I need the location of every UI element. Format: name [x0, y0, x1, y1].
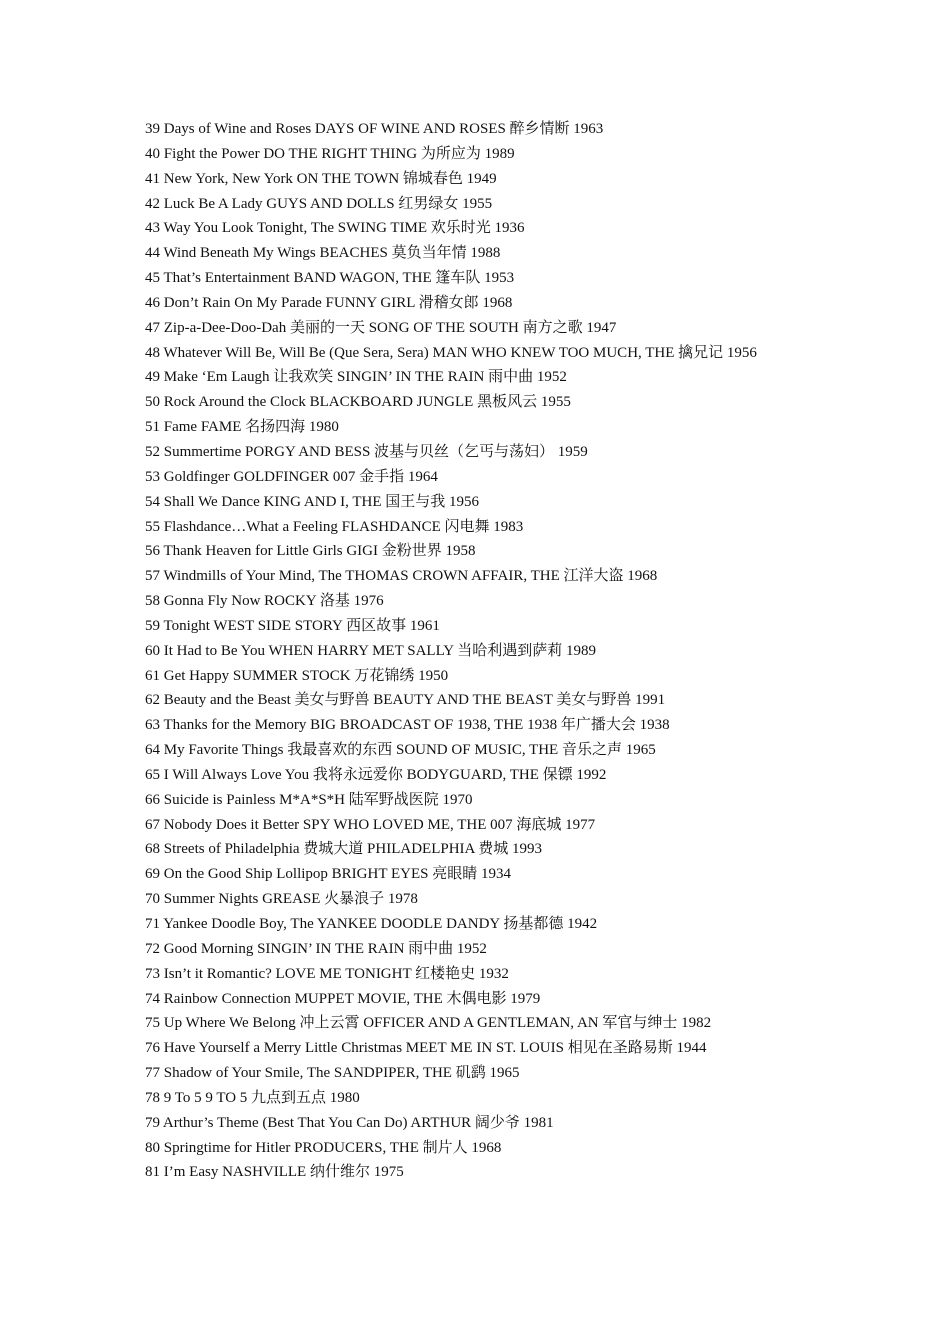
- song-entry: 81 I’m Easy NASHVILLE 纳什维尔 1975: [145, 1164, 404, 1181]
- song-entry: 79 Arthur’s Theme (Best That You Can Do) ARTHUR 阔少爷 1981: [145, 1114, 554, 1131]
- song-entry: 72 Good Morning SINGIN’ IN THE RAIN 雨中曲 1952: [145, 940, 487, 957]
- song-entry: 78 9 To 5 9 TO 5 九点到五点 1980: [145, 1089, 360, 1106]
- song-entry: 49 Make ‘Em Laugh 让我欢笑 SINGIN’ IN THE RAIN 雨中曲 1952: [145, 369, 567, 386]
- song-entry: 77 Shadow of Your Smile, The SANDPIPER, THE 矶鹞 1965: [145, 1065, 520, 1082]
- song-entry: 73 Isn’t it Romantic? LOVE ME TONIGHT 红楼艳史 1932: [145, 965, 509, 982]
- song-entry: 57 Windmills of Your Mind, The THOMAS CROWN AFFAIR, THE 江洋大盗 1968: [145, 568, 658, 585]
- song-entry: 61 Get Happy SUMMER STOCK 万花锦绣 1950: [145, 667, 449, 684]
- song-entry: 59 Tonight WEST SIDE STORY 西区故事 1961: [145, 617, 440, 634]
- song-entry: 64 My Favorite Things 我最喜欢的东西 SOUND OF MUSIC, THE 音乐之声 1965: [145, 742, 656, 759]
- song-entry: 47 Zip-a-Dee-Doo-Dah 美丽的一天 SONG OF THE SOUTH 南方之歌 1947: [145, 319, 617, 336]
- song-entry: 80 Springtime for Hitler PRODUCERS, THE 制片人 1968: [145, 1139, 502, 1156]
- song-entry: 68 Streets of Philadelphia 费城大道 PHILADELPHIA 费城 1993: [145, 841, 543, 858]
- song-entry: 71 Yankee Doodle Boy, The YANKEE DOODLE DANDY 扬基都德 1942: [145, 916, 598, 932]
- song-entry: 39 Days of Wine and Roses DAYS OF WINE AND ROSES 醉乡情断 1963: [145, 121, 604, 137]
- song-entry: 46 Don’t Rain On My Parade FUNNY GIRL 滑稽女郎 1968: [145, 294, 513, 311]
- song-entry: 66 Suicide is Painless M*A*S*H 陆军野战医院 1970: [145, 791, 473, 808]
- song-entry: 75 Up Where We Belong 冲上云霄 OFFICER AND A GENTLEMAN, AN 军官与绅士 1982: [145, 1015, 712, 1032]
- song-entry: 42 Luck Be A Lady GUYS AND DOLLS 红男绿女 1955: [145, 195, 493, 212]
- song-entry: 58 Gonna Fly Now ROCKY 洛基 1976: [145, 593, 384, 610]
- song-entry: 41 New York, New York ON THE TOWN 锦城春色 1949: [145, 170, 497, 187]
- song-entry: 76 Have Yourself a Merry Little Christmas MEET ME IN ST. LOUIS 相见在圣路易斯 1944: [145, 1040, 707, 1057]
- song-entry: 54 Shall We Dance KING AND I, THE 国王与我 1956: [145, 493, 480, 510]
- song-entry: 62 Beauty and the Beast 美女与野兽 BEAUTY AND THE BEAST 美女与野兽 1991: [145, 692, 666, 709]
- song-entry: 74 Rainbow Connection MUPPET MOVIE, THE 木偶电影 1979: [145, 990, 541, 1007]
- song-entry: 56 Thank Heaven for Little Girls GIGI 金粉世界 1958: [145, 543, 476, 560]
- song-entry: 50 Rock Around the Clock BLACKBOARD JUNGLE 黑板风云 1955: [145, 394, 571, 411]
- song-entry: 55 Flashdance…What a Feeling FLASHDANCE 闪电舞 1983: [145, 518, 524, 535]
- song-entry: 40 Fight the Power DO THE RIGHT THING 为所应为 1989: [145, 145, 515, 162]
- song-list: [145, 117, 825, 1185]
- song-entry: 63 Thanks for the Memory BIG BROADCAST OF 1938, THE 1938 年广播大会 1938: [145, 717, 670, 734]
- song-entry: 65 I Will Always Love You 我将永远爱你 BODYGUARD, THE 保镖 1992: [145, 766, 607, 783]
- song-entry: 69 On the Good Ship Lollipop BRIGHT EYES 亮眼睛 1934: [145, 866, 511, 883]
- song-entry: 45 That’s Entertainment BAND WAGON, THE 篷车队 1953: [145, 270, 515, 287]
- song-entry: 48 Whatever Will Be, Will Be (Que Sera, Sera) MAN WHO KNEW TOO MUCH, THE 擒兄记 1956: [145, 344, 757, 361]
- song-entry: 53 Goldfinger GOLDFINGER 007 金手指 1964: [145, 468, 438, 485]
- song-entry: 51 Fame FAME 名扬四海 1980: [145, 419, 339, 436]
- song-entry: 44 Wind Beneath My Wings BEACHES 莫负当年情 1988: [145, 245, 501, 262]
- song-entry: 43 Way You Look Tonight, The SWING TIME 欢乐时光 1936: [145, 220, 525, 237]
- song-entry: 60 It Had to Be You WHEN HARRY MET SALLY 当哈利遇到萨莉 1989: [145, 642, 597, 659]
- song-entry: 52 Summertime PORGY AND BESS 波基与贝丝（乞丐与荡妇） 1959: [145, 443, 588, 460]
- song-entry: 70 Summer Nights GREASE 火暴浪子 1978: [145, 891, 418, 908]
- song-entry: 67 Nobody Does it Better SPY WHO LOVED ME, THE 007 海底城 1977: [145, 816, 596, 833]
